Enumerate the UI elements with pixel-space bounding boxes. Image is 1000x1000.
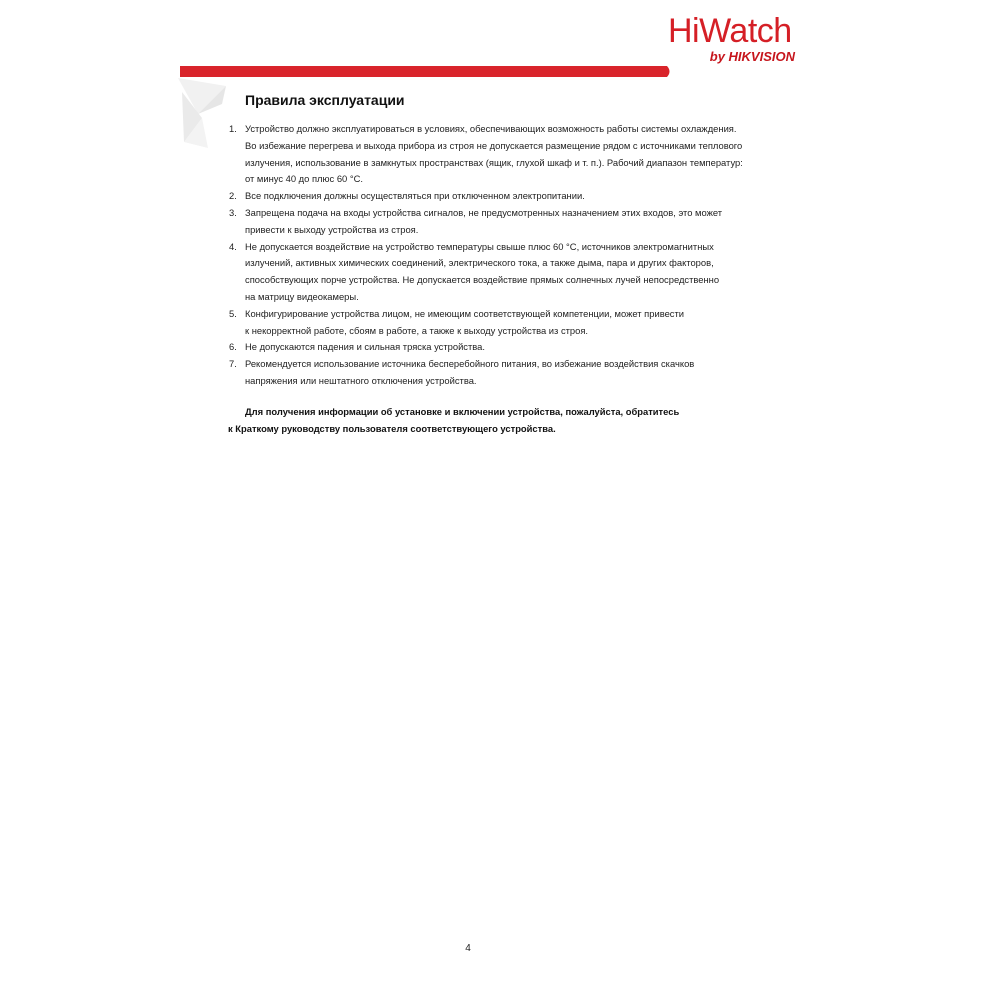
rule-text-line: к некорректной работе, сбоям в работе, а также к выходу устройства из строя.: [245, 324, 589, 336]
rule-text-line: от минус 40 до плюс 60 °C.: [245, 173, 363, 185]
rule-text-line: Не допускаются падения и сильная тряска устройства.: [245, 341, 485, 353]
rule-text-line: Рекомендуется использование источника бесперебойного питания, во избежание воздействия скачков: [245, 358, 695, 370]
rule-text-line: Все подключения должны осуществляться при отключенном электропитании.: [245, 190, 585, 202]
rule-number: 7.: [229, 358, 237, 370]
note-text-line: Для получения информации об установке и включении устройства, пожалуйста, обратитесь: [245, 406, 680, 417]
header-red-bar: [180, 66, 672, 77]
rule-number: 4.: [229, 240, 237, 252]
rule-item: [229, 339, 789, 356]
rule-item: [229, 306, 789, 340]
rule-text-line: способствующих порче устройства. Не допускается воздействие прямых солнечных лучей непосредственно: [245, 274, 720, 286]
rule-text-line: Запрещена подача на входы устройства сигналов, не предусмотренных назначением этих входов, это может: [245, 206, 723, 218]
page-heading: Правила эксплуатации: [245, 92, 405, 108]
rule-text-line: излучений, активных химических соединений, электрического тока, а также дыма, пара и других факторов,: [245, 257, 714, 269]
watermark-logo: [178, 78, 232, 152]
rule-item: [229, 121, 789, 188]
note-text-line: к Краткому руководству пользователя соответствующего устройства.: [228, 422, 556, 434]
rule-text-line: привести к выходу устройства из строя.: [245, 223, 419, 235]
rule-text-line: Не допускается воздействие на устройство температуры свыше плюс 60 °C, источников электромагнитных: [245, 240, 714, 252]
rule-number: 6.: [229, 341, 237, 353]
hiwatch-logo: [668, 12, 798, 68]
rule-text-line: на матрицу видеокамеры.: [245, 290, 359, 302]
rule-number: 2.: [229, 190, 237, 202]
rule-number: 5.: [229, 307, 237, 319]
rule-text-line: излучения, использование в замкнутых пространствах (ящик, глухой шкаф и т. п.). Рабочий диапазон температур:: [245, 156, 743, 168]
operating-rules-list: [229, 121, 789, 390]
rule-number: 3.: [229, 206, 237, 218]
rule-item: [229, 356, 789, 390]
rule-item: [229, 188, 789, 205]
rule-text-line: Конфигурирование устройства лицом, не имеющим соответствующей компетенции, может привести: [245, 307, 685, 319]
rule-text-line: напряжения или нештатного отключения устройства.: [245, 374, 477, 386]
rule-text-line: Во избежание перегрева и выхода прибора из строя не допускается размещение рядом с источниками теплового: [245, 139, 743, 151]
logo-tagline: by HIKVISION: [709, 49, 795, 64]
rule-item: [229, 239, 789, 306]
rule-number: 1.: [229, 123, 237, 134]
rule-item: [229, 205, 789, 239]
installation-note: [228, 404, 788, 438]
page-number: 4: [465, 943, 471, 954]
logo-brand-text: HiWatch: [668, 12, 792, 50]
rule-text-line: Устройство должно эксплуатироваться в условиях, обеспечивающих возможность работы системы охлаждения.: [245, 123, 737, 134]
